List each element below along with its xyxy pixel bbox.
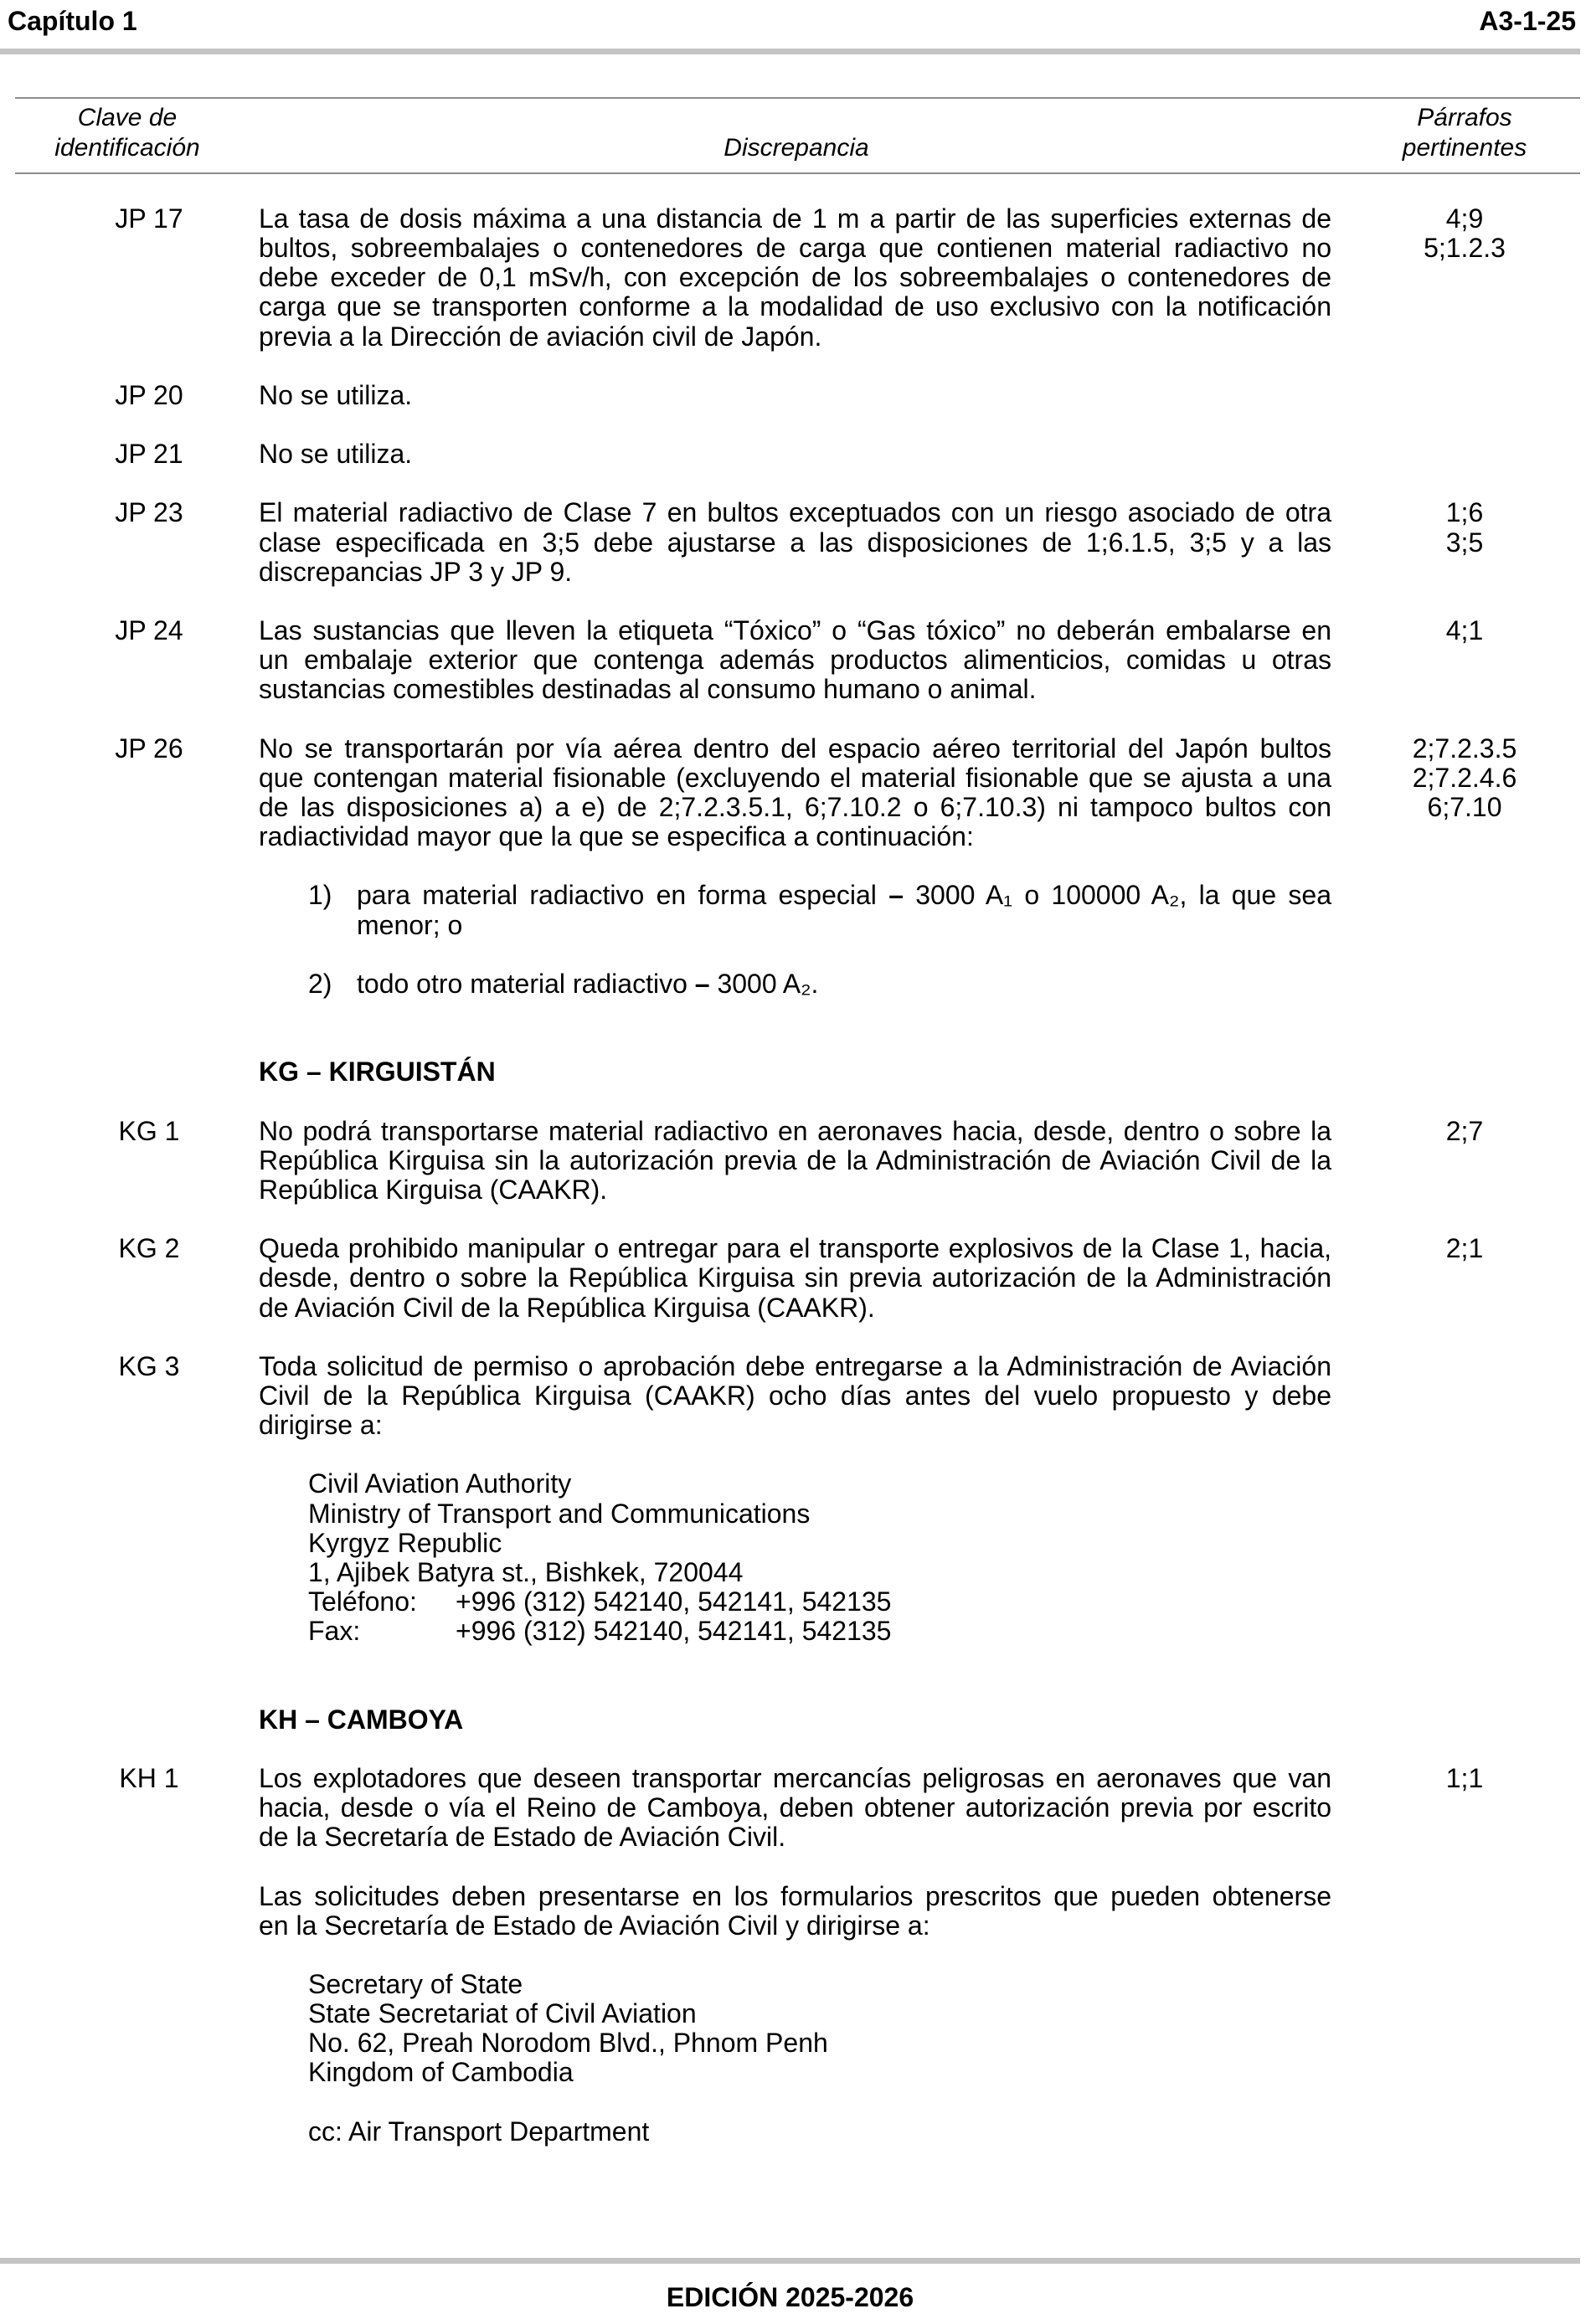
column-header-discrepancy: Discrepancia: [723, 134, 869, 162]
text-line: un embalaje exterior que contenga además productos alimenticios, comidas u otras: [259, 645, 1331, 676]
text-line: hacia, desde o vía el Reino de Camboya, deben obtener autorización previa por escrito: [259, 1792, 1331, 1823]
text-line: en la Secretaría de Estado de Aviación Civil y dirigirse a:: [259, 1910, 930, 1941]
text-line: La tasa de dosis máxima a una distancia de 1 m a partir de las superficies externas de: [259, 203, 1331, 234]
fax-line: [308, 1617, 891, 1646]
list-text-part: 3000 A₂.: [717, 968, 819, 999]
entry-id: KG 3: [118, 1350, 180, 1381]
address-line: Ministry of Transport and Communications: [308, 1498, 811, 1529]
text-line: bultos, sobreembalajes o contenedores de carga que contienen material radiactivo no: [259, 233, 1331, 264]
text-line: clase especificada en 3;5 debe ajustarse a las disposiciones de 1;6.1.5, 3;5 y a las: [259, 527, 1331, 558]
text-line: República Kirguisa sin la autorización previa de la Administración de Aviación Civil de la: [259, 1144, 1331, 1175]
entry-refs: [1347, 734, 1582, 822]
text-line: El material radiactivo de Clase 7 en bultos exceptuados con un riesgo asociado de otra: [259, 497, 1331, 528]
entry-id: KG 2: [118, 1233, 180, 1264]
ref-item: 5;1.2.3: [1424, 233, 1506, 264]
entry-refs: [1347, 1764, 1582, 1793]
text-line: Las sustancias que lleven la etiqueta “Tóxico” o “Gas tóxico” no deberán embalarse en: [259, 615, 1331, 645]
ref-item: 4;1: [1445, 615, 1484, 645]
text-line: [357, 881, 1331, 910]
entry-id: JP 17: [115, 203, 183, 234]
text-line: [357, 969, 1331, 999]
entry-id: JP 24: [115, 615, 183, 645]
column-header-refs: [1347, 103, 1582, 163]
address-line: Kyrgyz Republic: [308, 1527, 502, 1558]
address: [308, 1469, 891, 1646]
text-line: radiactividad mayor que la que se especifica a continuación:: [259, 821, 974, 852]
column-header-refs-line2: pertinentes: [1402, 134, 1527, 162]
entry-text: [259, 1764, 1331, 1852]
entry-id: JP 26: [115, 733, 183, 764]
text-line: No se utiliza.: [259, 379, 413, 410]
ref-item: 2;7: [1445, 1115, 1484, 1146]
text-line: de la Secretaría de Estado de Aviación Civil.: [259, 1822, 786, 1853]
ref-item: 2;1: [1445, 1233, 1484, 1264]
entry-refs: [1347, 204, 1582, 263]
entry-text: [259, 204, 1331, 352]
list-text: [357, 969, 1331, 999]
dash: –: [888, 880, 904, 911]
entry-refs: [1347, 1234, 1582, 1263]
text-line: Los explotadores que deseen transportar mercancías peligrosas en aeronaves que van: [259, 1762, 1331, 1793]
ref-item: 4;9: [1445, 203, 1484, 234]
list-text-part: todo otro material radiactivo: [357, 968, 687, 999]
fax-label: Fax:: [308, 1616, 361, 1647]
entry-id: JP 20: [115, 379, 183, 410]
column-header-id-line1: Clave de: [77, 104, 178, 131]
section-heading-kg: KG – KIRGUISTÁN: [259, 1057, 496, 1087]
address-line: Civil Aviation Authority: [308, 1468, 572, 1499]
list-text-part: para material radiactivo en forma especial: [357, 880, 877, 911]
text-line: previa a la Dirección de aviación civil de Japón.: [259, 321, 822, 352]
entry-text: [259, 498, 1331, 586]
text-line: debe exceder de 0,1 mSv/h, con excepción de los sobreembalajes o contenedores de: [259, 262, 1331, 293]
ref-item: 3;5: [1445, 527, 1484, 558]
entry-id: JP 23: [115, 497, 183, 528]
text-line: Civil de la República Kirguisa (CAAKR) ocho días antes del vuelo propuesto y debe: [259, 1380, 1331, 1411]
table-header-rule: [15, 172, 1580, 174]
ref-item: 2;7.2.3.5: [1412, 733, 1517, 764]
column-header-refs-line1: Párrafos: [1417, 104, 1512, 131]
list-number: 1): [308, 880, 332, 911]
text-line: desde, dentro o sobre la República Kirguisa sin previa autorización de la Administración: [259, 1262, 1331, 1293]
entry-refs: [1347, 1117, 1582, 1146]
footer-rule: [0, 2258, 1580, 2264]
entry-refs: [1347, 498, 1582, 557]
column-header-id: [27, 103, 228, 163]
dash: –: [694, 968, 710, 999]
text-line: carga que se transporten conforme a la modalidad de uso exclusivo con la notificación: [259, 291, 1331, 322]
text-line: Queda prohibido manipular o entregar para el transporte explosivos de la Clase 1, hacia,: [259, 1233, 1331, 1264]
text-line: Las solicitudes deben presentarse en los formularios prescritos que pueden obtenerse: [259, 1880, 1331, 1911]
entry-text: [259, 1234, 1331, 1322]
address-line: 1, Ajibek Batyra st., Bishkek, 720044: [308, 1556, 744, 1587]
text-line: de Aviación Civil de la República Kirguisa (CAAKR).: [259, 1292, 875, 1323]
text-line: dirigirse a:: [259, 1410, 383, 1441]
cc-line: cc: Air Transport Department: [308, 2116, 650, 2147]
edition-footer: EDICIÓN 2025-2026: [666, 2282, 914, 2312]
chapter-title: Capítulo 1: [8, 6, 137, 36]
entry-refs: [1347, 616, 1582, 645]
ref-item: 1;1: [1445, 1762, 1484, 1793]
entry-text: [259, 440, 1331, 469]
entry-id: KG 1: [118, 1115, 180, 1146]
address-line: No. 62, Preah Norodom Blvd., Phnom Penh: [308, 2028, 828, 2059]
list-number: 2): [308, 968, 332, 999]
column-header-id-line2: identificación: [54, 134, 200, 162]
address-line: Kingdom of Cambodia: [308, 2057, 574, 2088]
address: [308, 1970, 828, 2088]
entry-text: [259, 1352, 1331, 1440]
ref-item: 1;6: [1445, 497, 1484, 528]
text-line: República Kirguisa (CAAKR).: [259, 1174, 608, 1205]
section-heading-kh: KH – CAMBOYA: [259, 1704, 464, 1735]
list-text-part: 3000 A₁ o 100000 A₂, la que sea: [915, 880, 1332, 911]
phone-value: +996 (312) 542140, 542141, 542135: [456, 1586, 892, 1617]
table-top-rule: [15, 97, 1580, 99]
entry-text: [259, 381, 1331, 410]
text-line: Toda solicitud de permiso o aprobación debe entregarse a la Administración de Aviación: [259, 1350, 1331, 1381]
text-line: No se utiliza.: [259, 439, 413, 470]
entry-text: [259, 1117, 1331, 1205]
header-rule: [0, 49, 1580, 54]
entry-text: [259, 734, 1331, 852]
text-line: No podrá transportarse material radiactivo en aeronaves hacia, desde, dentro o sobre la: [259, 1115, 1331, 1146]
ref-item: 6;7.10: [1427, 791, 1502, 822]
phone-label: Teléfono:: [308, 1586, 417, 1617]
phone-line: [308, 1587, 891, 1617]
text-line: sustancias comestibles destinadas al consumo humano o animal.: [259, 674, 1037, 705]
text-line: que contengan material fisionable (excluyendo el material fisionable que se ajusta a una: [259, 762, 1331, 793]
entry-id: JP 21: [115, 439, 183, 470]
address-line: State Secretariat of Civil Aviation: [308, 1998, 697, 2029]
entry-text: [259, 616, 1331, 704]
page-number: A3-1-25: [1479, 6, 1576, 36]
ref-item: 2;7.2.4.6: [1412, 762, 1517, 793]
address-line: Secretary of State: [308, 1969, 523, 1999]
entry-text: [259, 1882, 1331, 1941]
text-line: discrepancias JP 3 y JP 9.: [259, 556, 573, 587]
text-line: menor; o: [357, 909, 463, 940]
text-line: de las disposiciones a) a e) de 2;7.2.3.5.1, 6;7.10.2 o 6;7.10.3) ni tampoco bultos con: [259, 791, 1331, 822]
text-line: No se transportarán por vía aérea dentro del espacio aéreo territorial del Japón bultos: [259, 733, 1331, 764]
list-text: [357, 881, 1331, 939]
fax-value: +996 (312) 542140, 542141, 542135: [456, 1616, 892, 1647]
entry-id: KH 1: [119, 1762, 179, 1793]
